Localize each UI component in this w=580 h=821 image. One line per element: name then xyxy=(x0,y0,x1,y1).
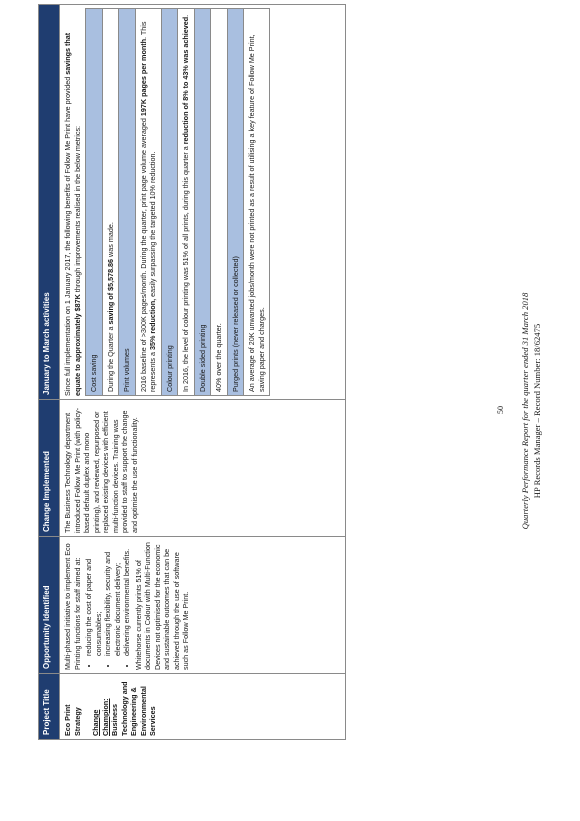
metric-colour: In 2016, the level of colour printing was 51% of all prints, during this quarter a reduction of 8% to 43% was achieved. xyxy=(178,9,195,396)
opportunity-body: Whitehorse currently prints 51% of documents in Colour with Multi-Function Devices not optimised for the economic and sustainable outcomes that can be achieved through the use of software such as Follow Me Print. xyxy=(133,542,190,670)
metric-duplex: 40% over the quarter. xyxy=(211,9,228,396)
header-activities: January to March activities xyxy=(39,5,60,400)
header-opportunity: Opportunity Identified xyxy=(39,537,60,674)
projects-table xyxy=(38,4,346,740)
bullet-item: • increasing flexibility, security and electronic document delivery; xyxy=(103,540,122,656)
metrics-table xyxy=(85,8,270,396)
metric-heading-duplex: Double sided printing xyxy=(194,9,211,396)
project-title: Eco Print Strategy xyxy=(63,704,82,736)
report-title: Quarterly Performance Report for the quarter ended 31 March 2018 xyxy=(520,292,530,530)
header-project-title: Project Title xyxy=(39,674,60,740)
champion-label: Change Champion: xyxy=(91,698,110,736)
metric-heading-purged: Purged prints (never released or collected) xyxy=(227,9,244,396)
opportunity-bullets xyxy=(84,540,132,670)
header-change: Change Implemented xyxy=(39,400,60,537)
opportunity-intro: Multi-phased initiative to implement Eco Printing functions for staff aimed at: xyxy=(63,543,82,670)
metric-heading-colour: Colour printing xyxy=(161,9,178,396)
metric-heading-cost: Cost saving xyxy=(86,9,103,396)
page-number: 50 xyxy=(496,406,505,414)
bullet-item: • delivering environmental benefits. xyxy=(122,540,132,656)
metric-volume: 2016 baseline of >300K pages/month. During the quarter, print page volume averaged 197K pages per month. This represents a 35% reduction, easily surpassing the targeted 10% reduction. xyxy=(135,9,161,396)
change-text: The Business Technology department introduced Follow Me Print (with policy-based default duplex and mono printing), and reviewed, repurposed or replaced existing devices with efficient multi-function devices. Training was provided to staff to support the change and optimise the use of functionality. xyxy=(63,407,139,533)
activities-intro: Since full implementation on 1 January 2017, the following benefits of Follow Me Print have provided savings that equate to approximately $87K through improvements realised in the below metrics: xyxy=(63,32,82,396)
metric-cost: During the Quarter a saving of $5,578.86 was made. xyxy=(102,9,119,396)
table-row xyxy=(60,5,346,740)
change-cell xyxy=(60,400,346,537)
record-number: HP Records Manager – Record Number: 18/62475 xyxy=(532,323,542,499)
opportunity-cell xyxy=(60,537,346,674)
metric-heading-volume: Print volumes xyxy=(119,9,136,396)
metric-purged: An average of 20K unwanted jobs/month were not printed as a result of utilising a key feature of Follow Me Print, saving paper and charges. xyxy=(244,9,270,396)
bullet-item: • reducing the cost of paper and consumables; xyxy=(84,540,103,656)
activities-cell xyxy=(60,5,346,400)
project-cell xyxy=(60,674,346,740)
champion-name: Business Technology and Engineering & Environmental Services xyxy=(110,681,157,736)
table-header-row xyxy=(39,5,60,740)
